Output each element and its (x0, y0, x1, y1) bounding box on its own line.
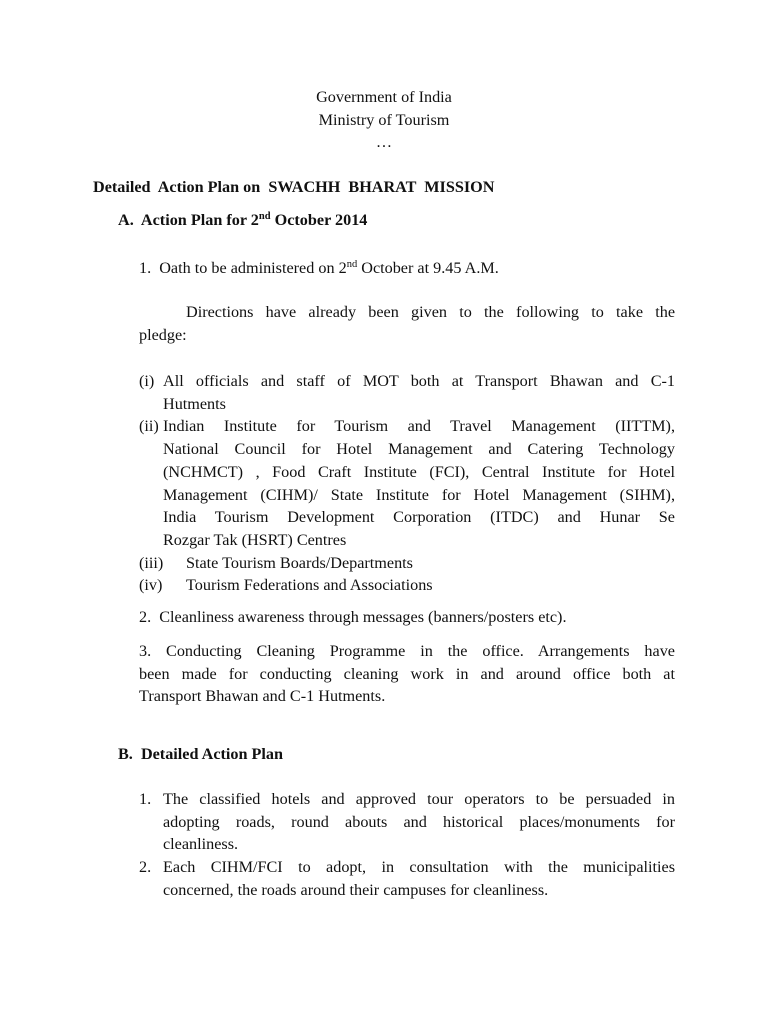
document-header (0, 86, 768, 154)
section-b-line: adopting roads, round abouts and historical places/monuments for (163, 812, 675, 831)
header-government: Government of India (316, 88, 452, 106)
directions-line: pledge: (139, 325, 187, 344)
roman-list-line: State Tourism Boards/Departments (186, 553, 413, 572)
document-title: Detailed Action Plan on SWACHH BHARAT MISSION (93, 178, 495, 196)
section-a-item-2: 2. Cleanliness awareness through messages (banners/posters etc). (139, 608, 567, 626)
roman-list-line: National Council for Hotel Management and Catering Technology (163, 440, 675, 459)
section-b-item-text (163, 788, 675, 856)
section-b-item-text (163, 856, 675, 901)
roman-list-line: All officials and staff of MOT both at Transport Bhawan and C-1 (163, 372, 675, 390)
roman-list-number: (i) (139, 372, 155, 390)
roman-list-number: (iv) (139, 576, 163, 595)
roman-list-line: Management (CIHM)/ State Institute for Hotel Management (SIHM), (163, 485, 675, 504)
roman-list-line: Rozgar Tak (HSRT) Centres (163, 530, 347, 549)
roman-list-text (163, 415, 675, 551)
roman-list-number: (ii) (139, 417, 159, 436)
section-b-item-number: 2. (139, 858, 152, 877)
directions-paragraph (139, 301, 675, 346)
section-b-line: concerned, the roads around their campuses for cleanliness. (163, 880, 549, 899)
item-3-line: been made for conducting cleaning work in and around office both at (139, 664, 675, 683)
section-b-line: cleanliness. (163, 835, 239, 854)
roman-list-line: (NCHMCT) , Food Craft Institute (FCI), Central Institute for Hotel (163, 462, 675, 481)
item-3-line: 3. Conducting Cleaning Programme in the office. Arrangements have (139, 642, 675, 660)
header-ministry: Ministry of Tourism (318, 110, 450, 129)
section-b-heading: B. Detailed Action Plan (118, 745, 284, 763)
section-a-item-3 (139, 640, 675, 708)
roman-list-line: Indian Institute for Tourism and Travel Management (IITTM), (163, 417, 675, 436)
item-3-line: Transport Bhawan and C-1 Hutments. (139, 687, 386, 706)
section-b-line: Each CIHM/FCI to adopt, in consultation with the municipalities (163, 858, 675, 877)
roman-list (139, 370, 675, 595)
directions-line: Directions have already been given to the following to take the (186, 303, 675, 321)
roman-list-line: India Tourism Development Corporation (ITDC) and Hunar Se (163, 508, 675, 527)
section-b-line: The classified hotels and approved tour operators to be persuaded in (163, 790, 675, 808)
section-a-heading: A. Action Plan for 2nd October 2014 (118, 211, 368, 229)
roman-list-line: Tourism Federations and Associations (186, 576, 433, 595)
section-a-item-1: 1. Oath to be administered on 2nd October at 9.45 A.M. (139, 259, 499, 277)
header-ellipsis: … (375, 133, 393, 152)
section-b-item-number: 1. (139, 790, 152, 808)
roman-list-text (163, 370, 675, 393)
roman-list-number: (iii) (139, 553, 164, 572)
roman-list-line: Hutments (163, 394, 226, 413)
